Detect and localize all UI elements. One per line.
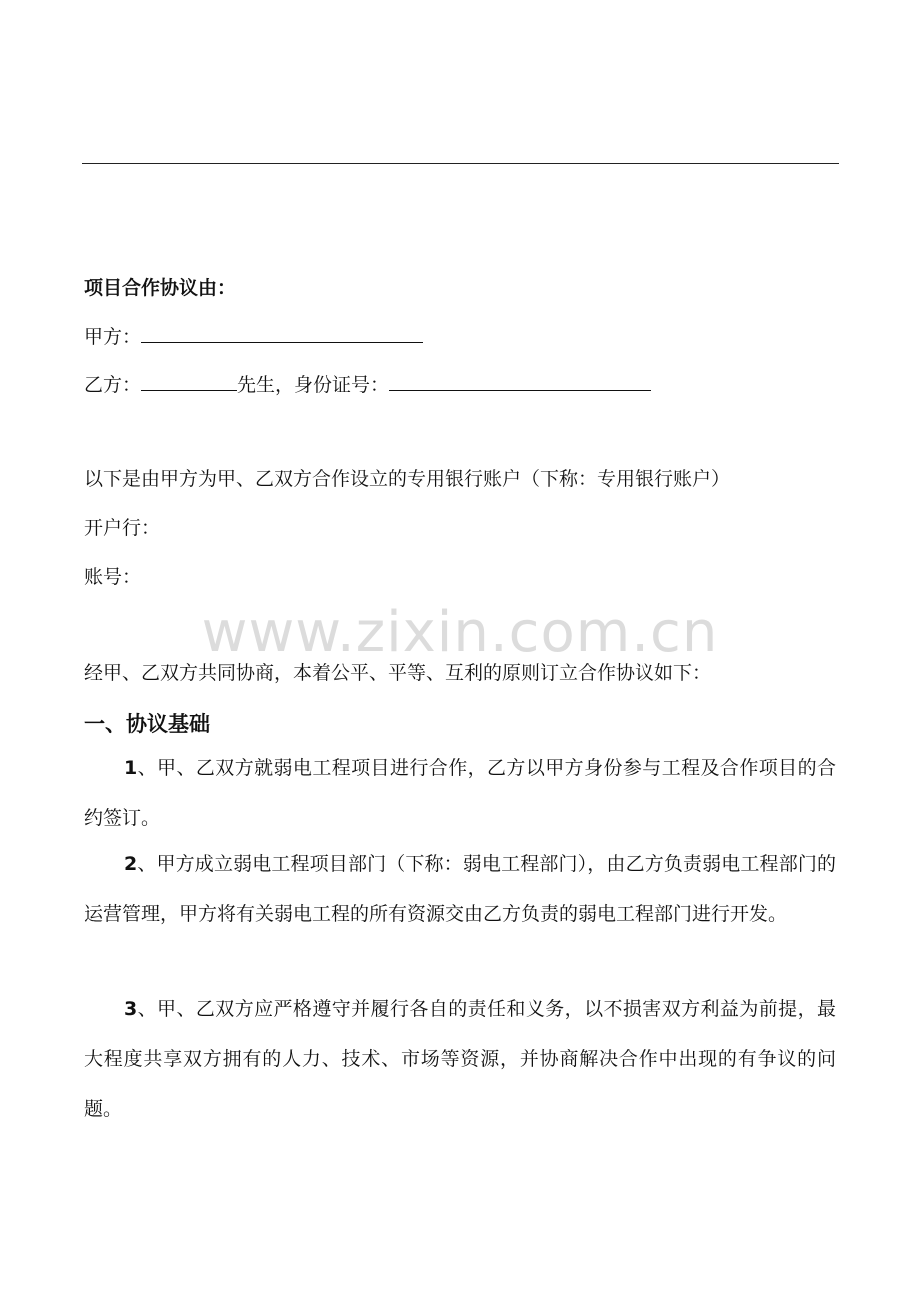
section-title: 一、协议基础 — [84, 712, 210, 736]
party-b-line — [84, 372, 651, 397]
clause-text: 、甲方成立弱电工程项目部门（下称：弱电工程部门），由乙方负责弱电工程部门的运营管理，甲方将有关弱电工程的所有资源交由乙方负责的弱电工程部门进行开发。 — [84, 853, 836, 925]
party-b-label: 乙方： — [84, 374, 142, 396]
party-b-id-blank — [389, 372, 651, 391]
bank-intro-line: 以下是由甲方为甲、乙双方合作设立的专用银行账户（下称：专用银行账户） — [84, 468, 731, 490]
agreement-intro: 经甲、乙双方共同协商，本着公平、平等、互利的原则订立合作协议如下： — [84, 662, 712, 684]
clause-3 — [84, 984, 836, 1134]
clause-text: 、甲、乙双方就弱电工程项目进行合作，乙方以甲方身份参与工程及合作项目的合约签订。 — [84, 757, 836, 829]
clause-1 — [84, 743, 836, 843]
bank-label: 开户行： — [84, 517, 161, 539]
clause-number: 2 — [124, 853, 138, 875]
clause-number: 1 — [124, 757, 138, 779]
watermark: www.zixin.com.cn — [201, 600, 719, 665]
party-a-blank — [141, 324, 423, 343]
party-b-mid: 先生，身份证号： — [237, 374, 390, 396]
party-b-name-blank — [141, 372, 237, 391]
intro-title: 项目合作协议由： — [84, 277, 237, 299]
clause-2 — [84, 839, 836, 939]
clause-text: 、甲、乙双方应严格遵守并履行各自的责任和义务，以不损害双方利益为前提，最大程度共享双方拥有的人力、技术、市场等资源，并协商解决合作中出现的有争议的问题。 — [84, 998, 836, 1120]
party-a-line — [84, 324, 423, 349]
header-rule — [82, 163, 839, 164]
clause-number: 3 — [124, 998, 138, 1020]
account-label: 账号： — [84, 566, 142, 588]
party-a-label: 甲方： — [84, 326, 142, 348]
